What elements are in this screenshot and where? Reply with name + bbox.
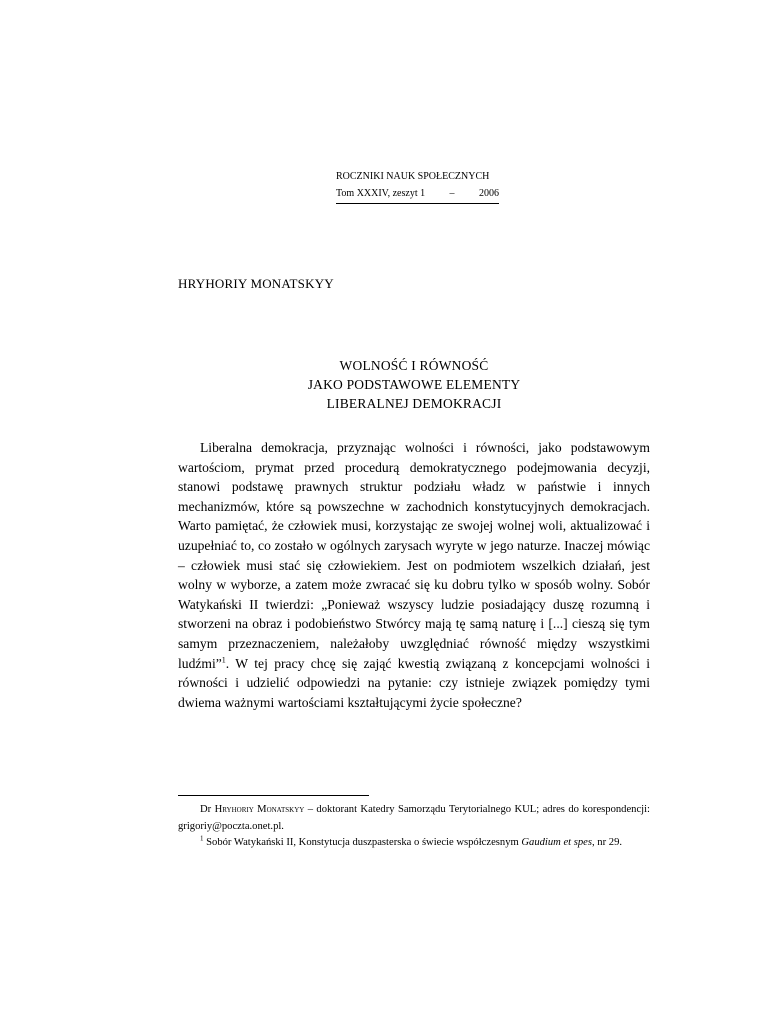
journal-header (336, 168, 499, 204)
journal-dash: – (449, 188, 455, 199)
journal-volume: Tom XXXIV, zeszyt 1 (336, 188, 426, 199)
author-footnote-text: – doktorant Katedry Samorządu Terytorialnego KUL; adres do korespondencji: grigoriy@poczta.onet.pl. (178, 804, 651, 832)
body-paragraph (178, 438, 650, 712)
title-line-1: WOLNOŚĆ I RÓWNOŚĆ (339, 358, 489, 373)
article-title (178, 356, 650, 413)
footnote-1-italic: Gaudium et spes (521, 837, 592, 848)
footnote-rule (178, 795, 369, 796)
footnotes (178, 802, 650, 852)
footnote-ref-1: 1 (221, 655, 226, 664)
footnote-1-number: 1 (200, 834, 204, 843)
body-text (178, 438, 650, 712)
journal-rule (336, 203, 499, 204)
author-footnote-prefix: Dr (200, 804, 215, 815)
journal-year: 2006 (478, 188, 499, 199)
author-footnote (178, 802, 650, 835)
author-footnote-name: Hryhoriy Monatskyy (214, 804, 305, 815)
body-part-1: Liberalna demokracja, przyznając wolności i równości, jako podstawowym wartościom, prymat przed procedurą demokratycznego podejmowania decyzji, stanowi podstawę prawnych struktur podziału władz w państwie i innych mechanizmów, które są powszechne w zachodnich konstytucyjnych demokracjach. Warto pamiętać, że człowiek musi, korzystając ze swojej wolnej woli, aktualizować i uzupełniać to, co zostało w ogólnych zarysach wyryte w jego naturze. Inaczej mówiąc – człowiek musi stać się człowiekiem. Jest on podmiotem wszelkich działań, jest wolny w wyborze, a zatem może zwracać się ku dobru tylko w sposób wolny. Sobór Watykański II twierdzi: „Ponieważ wszyscy ludzie posiadający duszę rozumną i stworzeni na obraz i podobieństwo Stwórcy mają tę samą naturę i [...] cieszą się tym samym przeznaczeniem, należałoby uwzględniać równość między wszystkimi ludźmi” (178, 440, 650, 671)
footnote-1 (178, 835, 650, 852)
title-line-3: LIBERALNEJ DEMOKRACJI (326, 396, 502, 411)
body-part-2: . W tej pracy chcę się zająć kwestią związaną z koncepcjami wolności i równości i udzielić odpowiedzi na pytanie: czy istnieje związek pomiędzy tymi dwiema ważnymi wartościami kształtującymi życie społeczne? (178, 655, 650, 710)
journal-volume-line (336, 185, 499, 202)
footnote-1-text: Sobór Watykański II, Konstytucja duszpasterska o świecie współczesnym (203, 837, 522, 848)
journal-name: ROCZNIKI NAUK SPOŁECZNYCH (336, 171, 490, 182)
footnote-1-tail: , nr 29. (592, 837, 623, 848)
author-name: HRYHORIY MONATSKYY (178, 276, 334, 291)
title-line-2: JAKO PODSTAWOWE ELEMENTY (307, 377, 521, 392)
